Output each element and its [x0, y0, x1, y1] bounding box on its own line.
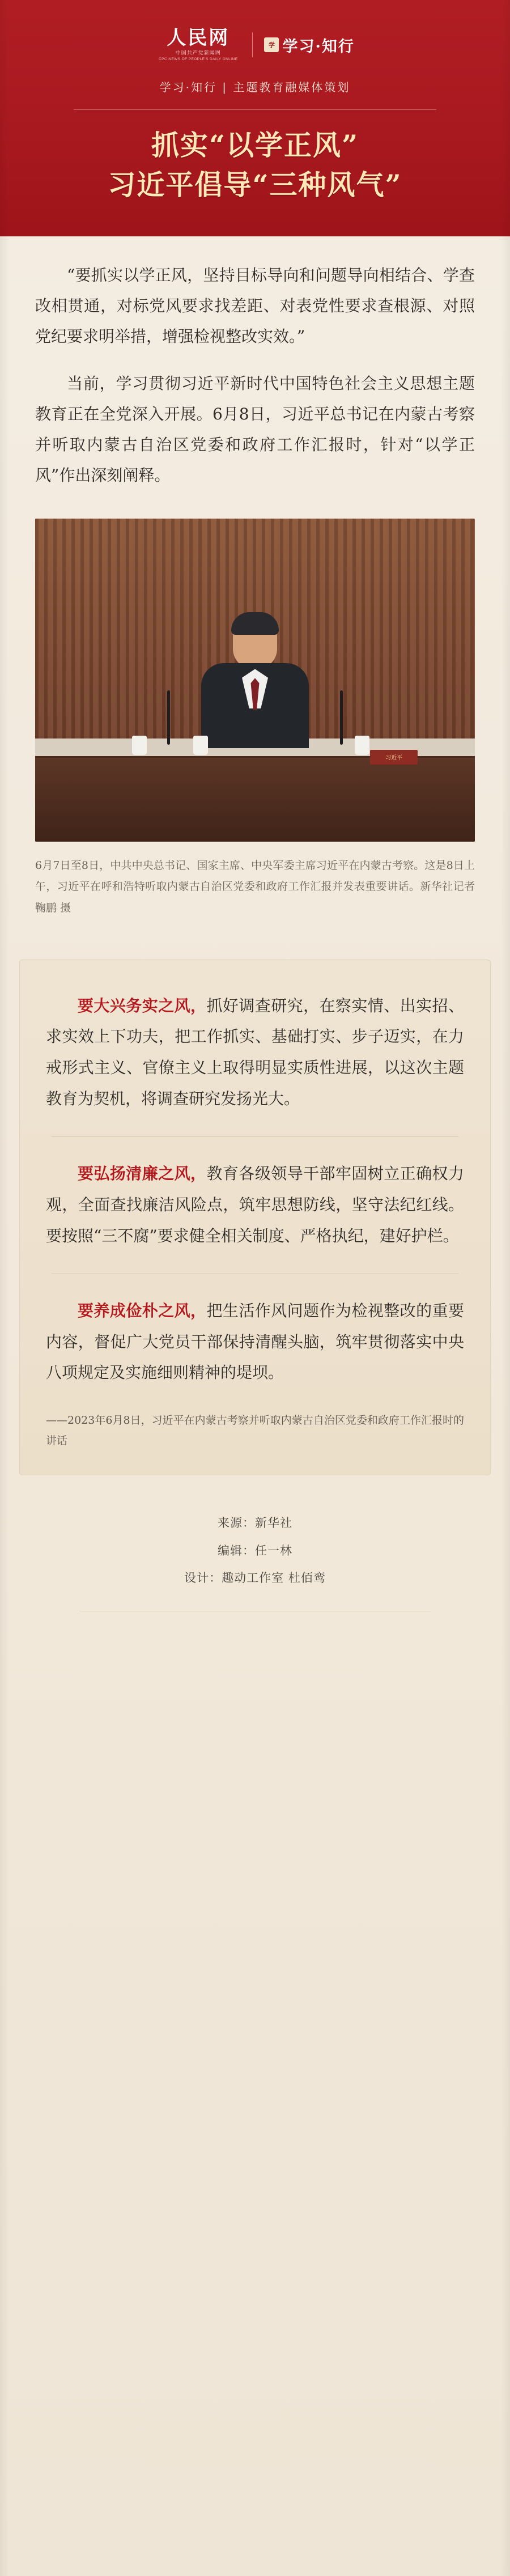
article-body — [0, 236, 510, 1651]
intro-section — [0, 236, 510, 511]
header-rule — [74, 109, 436, 110]
photo-name-plate: 习近平 — [370, 750, 418, 765]
peoples-daily-logo — [155, 28, 241, 61]
quote-separator-1 — [52, 1136, 458, 1137]
quote-source: ——2023年6月8日，习近平在内蒙古考察并听取内蒙古自治区党委和政府工作汇报时的讲话 — [46, 1414, 464, 1448]
page-edge-left — [0, 0, 9, 2576]
credit-editor: 编辑：任一林 — [218, 1543, 292, 1558]
photo-table — [35, 756, 475, 842]
photo-microphone-right — [340, 690, 343, 745]
quote-paragraph — [46, 1296, 464, 1389]
photo-cup-center — [193, 736, 208, 755]
logo-subtitle-en: CPC NEWS OF PEOPLE'S DAILY ONLINE — [159, 57, 238, 61]
logo-subtitle: 中国共产党新闻网 — [175, 50, 221, 56]
photo-subject-hair — [231, 612, 279, 635]
photo-microphone-left — [167, 690, 170, 745]
quote-text-2: 教育各级领导干部牢固树立正确权力观，全面查找廉洁风险点，筑牢思想防线，坚守法纪红线。要按照“三不腐”要求健全相关制度、严格执纪，建好护栏。 — [46, 1164, 464, 1245]
brand-row — [0, 25, 510, 78]
quote-lead-1: 要大兴务实之风， — [78, 996, 207, 1015]
quote-text-3: 把生活作风问题作为检视整改的重要内容，督促广大党员干部保持清醒头脑，筑牢贯彻落实中央八项规定及实施细则精神的堤坝。 — [46, 1301, 464, 1382]
footer-credits — [0, 1475, 510, 1651]
quote-paragraph — [46, 1158, 464, 1252]
quote-lead-2: 要弘扬清廉之风， — [78, 1164, 207, 1183]
credit-designer: 设计：趣动工作室 杜佰鸾 — [184, 1571, 326, 1585]
quote-text-1: 抓好调查研究，在察实情、出实招、求实效上下功夫，把工作抓实、基础打实、步子迈实，在力戒形式主义、官僚主义上取得明显实质性进展，以这次主题教育为契机，将调查研究发扬光大。 — [46, 996, 464, 1109]
quote-card — [19, 960, 491, 1476]
headline-line-2: 习近平倡导“三种风气” — [108, 168, 402, 201]
photo-cup-right — [355, 736, 369, 755]
quote-paragraph — [46, 991, 464, 1115]
header-band — [0, 0, 510, 236]
quote-lead-3: 要养成俭朴之风， — [78, 1301, 207, 1320]
intro-paragraph-2: 当前，学习贯彻习近平新时代中国特色社会主义思想主题教育正在全党深入开展。6月8日，习近平总书记在内蒙古考察并听取内蒙古自治区党委和政府工作汇报时，针对“以学正风”作出深刻阐释。 — [35, 374, 475, 485]
photo-caption: 6月7日至8日，中共中央总书记、国家主席、中央军委主席习近平在内蒙古考察。这是8日上午，习近平在呼和浩特听取内蒙古自治区党委和政府工作汇报并发表重要讲话。新华社记者 鞠鹏 摄 — [35, 859, 475, 914]
headline-line-1: 抓实“以学正风” — [151, 129, 359, 162]
credit-source: 来源：新华社 — [218, 1516, 292, 1530]
column-badge-label: 学习·知行 — [282, 37, 355, 56]
news-photo — [35, 519, 475, 842]
photo-subject — [201, 614, 309, 745]
logo-title: 人民网 — [167, 27, 230, 49]
brand-divider — [252, 32, 253, 57]
column-subtitle: 学习·知行 | 主题教育融媒体策划 — [159, 80, 351, 94]
intro-paragraph-1: “要抓实以学正风，坚持目标导向和问题导向相结合、学查改相贯通，对标党风要求找差距、对表党性要求查根源、对照党纪要求明举措，增强检视整改实效。” — [35, 266, 475, 346]
column-badge — [264, 34, 354, 56]
photo-cup-left — [132, 736, 147, 755]
page-edge-right — [501, 0, 510, 2576]
page-title — [0, 126, 510, 236]
seal-icon: 学 — [264, 37, 279, 52]
